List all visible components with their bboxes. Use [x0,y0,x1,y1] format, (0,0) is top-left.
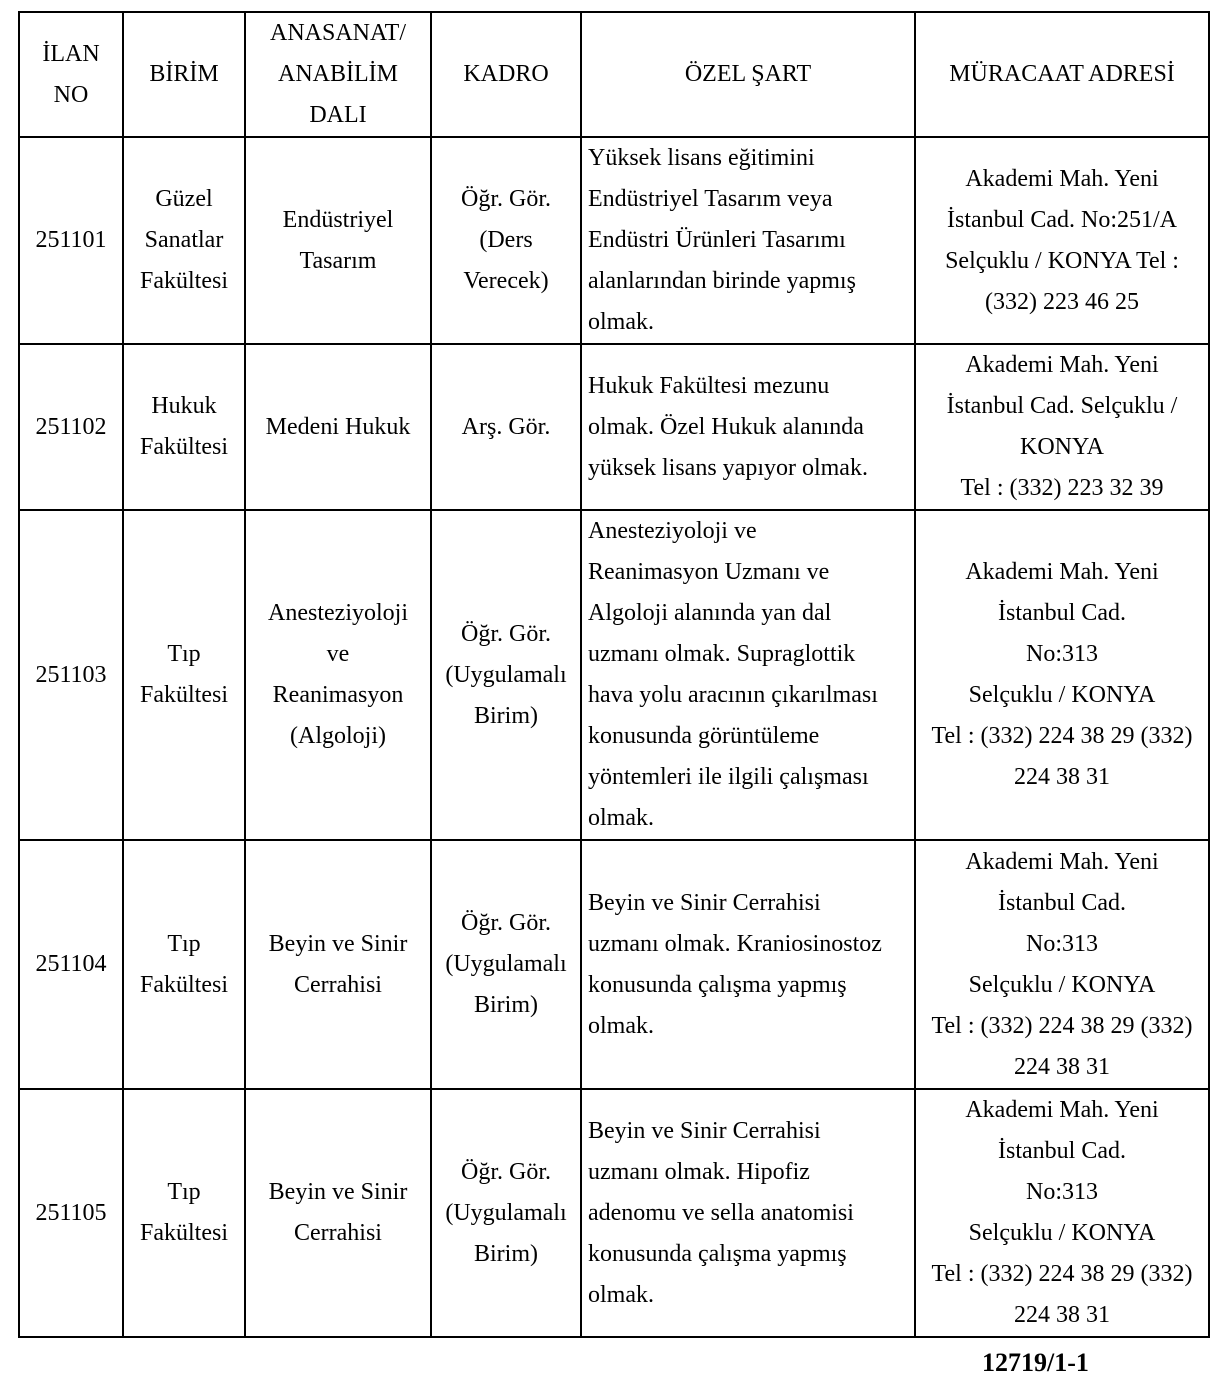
cell-adres: Akademi Mah. Yeni İstanbul Cad. Selçuklu / KONYA Tel : (332) 223 32 39 [915,344,1209,510]
cell-kadro: Öğr. Gör. (Uygulamalı Birim) [431,840,581,1089]
header-muracaat-adresi: MÜRACAAT ADRESİ [915,12,1209,137]
cell-ilan-no: 251104 [19,840,123,1089]
header-ozel-sart: ÖZEL ŞART [581,12,915,137]
table-row [19,137,1209,344]
table-row [19,344,1209,510]
cell-ilan-no: 251101 [19,137,123,344]
cell-adres: Akademi Mah. Yeni İstanbul Cad. No:313 Selçuklu / KONYA Tel : (332) 224 38 29 (332) 224 38 31 [915,840,1209,1089]
cell-ozel-sart: Beyin ve Sinir Cerrahisi uzmanı olmak. Kraniosinostoz konusunda çalışma yapmış olmak. [581,840,915,1089]
cell-ozel-sart: Yüksek lisans eğitimini Endüstriyel Tasarım veya Endüstri Ürünleri Tasarımı alanlarından birinde yapmış olmak. [581,137,915,344]
cell-ilan-no: 251105 [19,1089,123,1337]
cell-dal: Endüstriyel Tasarım [245,137,431,344]
cell-adres: Akademi Mah. Yeni İstanbul Cad. No:313 Selçuklu / KONYA Tel : (332) 224 38 29 (332) 224 38 31 [915,510,1209,840]
cell-dal: Anesteziyoloji ve Reanimasyon (Algoloji) [245,510,431,840]
cell-dal: Beyin ve Sinir Cerrahisi [245,840,431,1089]
cell-ilan-no: 251102 [19,344,123,510]
cell-kadro: Öğr. Gör. (Uygulamalı Birim) [431,510,581,840]
cell-birim: Tıp Fakültesi [123,840,245,1089]
document-reference: 12719/1-1 [982,1348,1089,1377]
cell-ozel-sart: Anesteziyoloji ve Reanimasyon Uzmanı ve Algoloji alanında yan dal uzmanı olmak. Supraglottik hava yolu aracının çıkarılması konusunda görüntüleme yöntemleri ile ilgili çalışması olmak. [581,510,915,840]
cell-kadro: Öğr. Gör. (Uygulamalı Birim) [431,1089,581,1337]
cell-ilan-no: 251103 [19,510,123,840]
cell-birim: Hukuk Fakültesi [123,344,245,510]
cell-kadro: Arş. Gör. [431,344,581,510]
header-birim: BİRİM [123,12,245,137]
cell-ozel-sart: Beyin ve Sinir Cerrahisi uzmanı olmak. Hipofiz adenomu ve sella anatomisi konusunda çalışma yapmış olmak. [581,1089,915,1337]
table-row [19,1089,1209,1337]
header-dal: ANASANAT/ ANABİLİM DALI [245,12,431,137]
table-row [19,840,1209,1089]
cell-dal: Beyin ve Sinir Cerrahisi [245,1089,431,1337]
header-ilan-no: İLAN NO [19,12,123,137]
header-kadro: KADRO [431,12,581,137]
header-row [19,12,1209,137]
cell-birim: Güzel Sanatlar Fakültesi [123,137,245,344]
cell-ozel-sart: Hukuk Fakültesi mezunu olmak. Özel Hukuk alanında yüksek lisans yapıyor olmak. [581,344,915,510]
table-row [19,510,1209,840]
cell-birim: Tıp Fakültesi [123,1089,245,1337]
cell-adres: Akademi Mah. Yeni İstanbul Cad. No:313 Selçuklu / KONYA Tel : (332) 224 38 29 (332) 224 38 31 [915,1089,1209,1337]
cell-dal: Medeni Hukuk [245,344,431,510]
cell-kadro: Öğr. Gör. (Ders Verecek) [431,137,581,344]
cell-birim: Tıp Fakültesi [123,510,245,840]
job-listing-table [18,11,1210,1338]
cell-adres: Akademi Mah. Yeni İstanbul Cad. No:251/A Selçuklu / KONYA Tel : (332) 223 46 25 [915,137,1209,344]
